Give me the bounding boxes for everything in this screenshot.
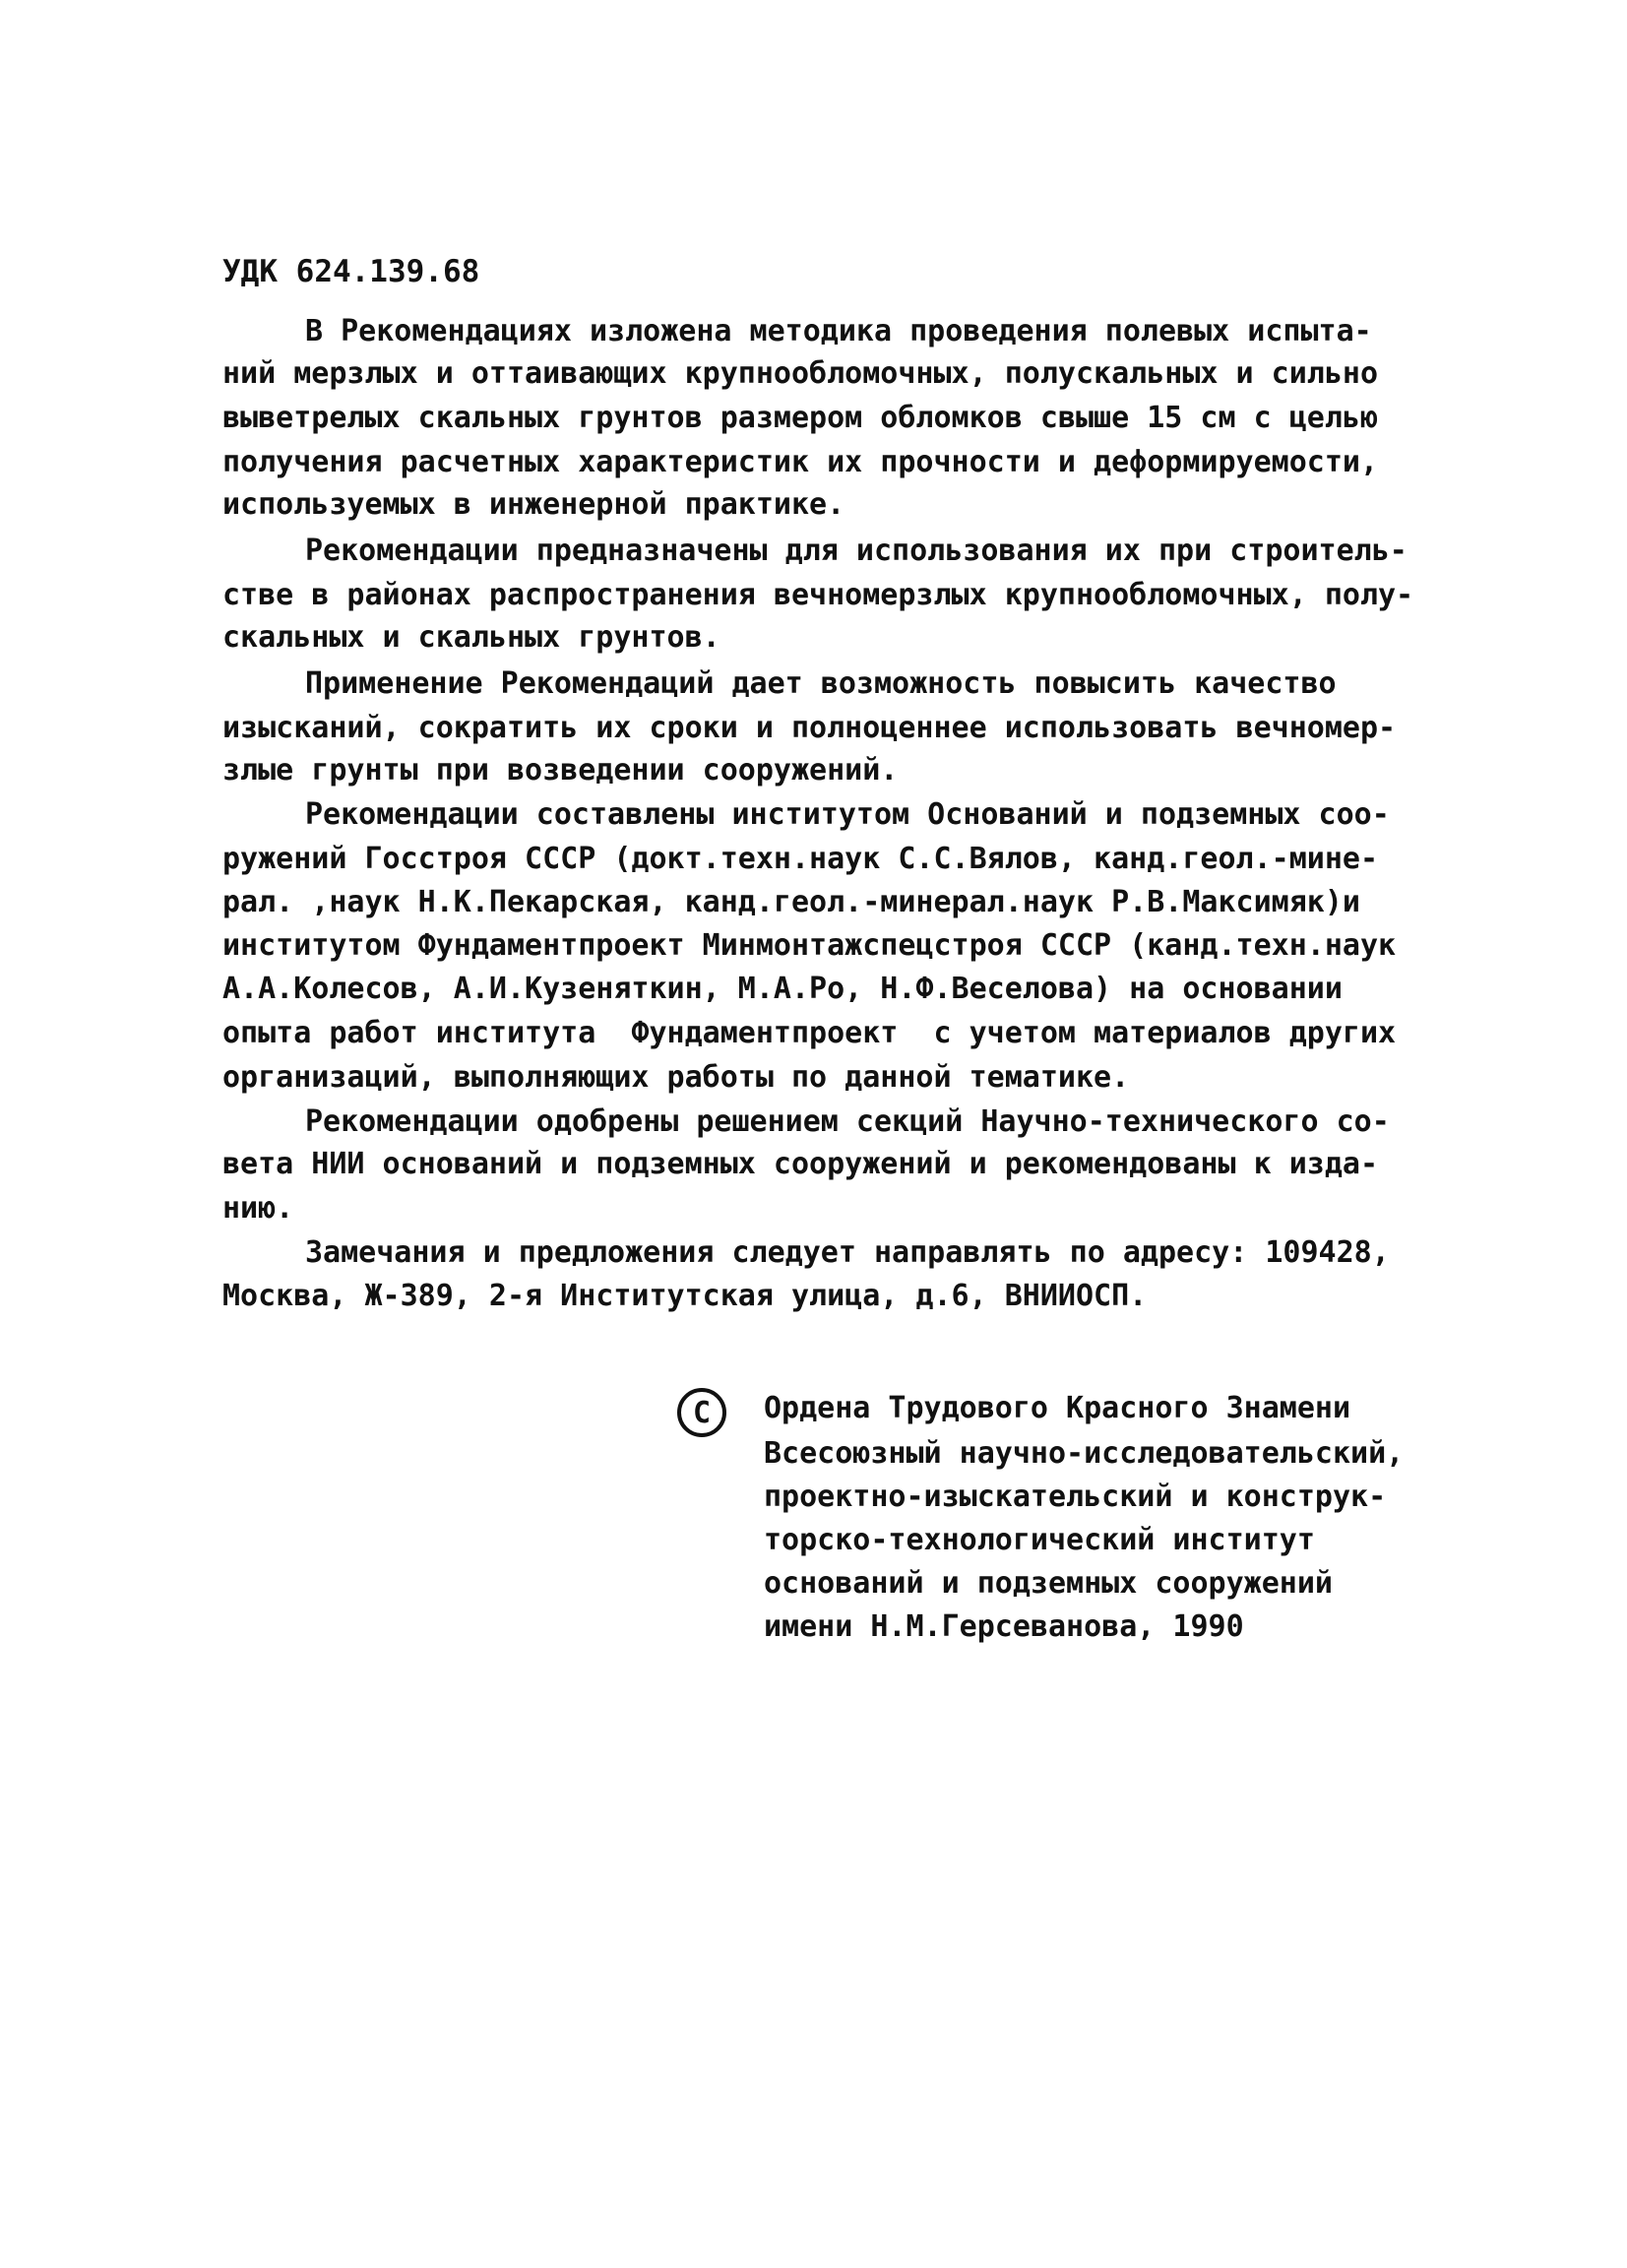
paragraph-4-line-4: институтом Фундаментпроект Минмонтажспецстроя СССР (канд.техн.наук — [222, 928, 1397, 963]
paragraph-5-line-1: Рекомендации одобрены решением секций Научно-технического со- — [305, 1104, 1390, 1139]
paragraph-4-line-1: Рекомендации составлены институтом Оснований и подземных соо- — [305, 797, 1390, 832]
paragraph-4-line-6: опыта работ института Фундаментпроект с учетом материалов других — [222, 1016, 1397, 1050]
imprint-line-3: проектно-изыскательский и конструк- — [764, 1480, 1387, 1514]
paragraph-6-line-2: Москва, Ж-389, 2-я Институтская улица, д.6, ВНИИОСП. — [222, 1279, 1148, 1313]
imprint-line-2: Всесоюзный научно-исследовательский, — [764, 1436, 1405, 1471]
paragraph-4-line-7: организаций, выполняющих работы по данной тематике. — [222, 1060, 1130, 1095]
imprint-line-1: Ордена Трудового Красного Знамени — [764, 1391, 1351, 1425]
paragraph-1-line-5: используемых в инженерной практике. — [222, 487, 845, 522]
imprint-line-6: имени Н.М.Герсеванова, 1990 — [764, 1609, 1244, 1644]
paragraph-6-line-1: Замечания и предложения следует направлять по адресу: 109428, — [305, 1235, 1390, 1270]
paragraph-1-line-2: ний мерзлых и оттаивающих крупнообломочных, полускальных и сильно — [222, 356, 1378, 391]
paragraph-2-line-2: стве в районах распространения вечномерзлых крупнообломочных, полу- — [222, 578, 1414, 612]
paragraph-1-line-3: выветрелых скальных грунтов размером обломков свыше 15 см с целью — [222, 401, 1378, 435]
paragraph-3-line-2: изысканий, сократить их сроки и полноценнее использовать вечномер- — [222, 711, 1397, 745]
paragraph-5-line-2: вета НИИ оснований и подземных сооружений и рекомендованы к изда- — [222, 1147, 1378, 1181]
paragraph-2-line-1: Рекомендации предназначены для использования их при строитель- — [305, 534, 1408, 568]
paragraph-1-line-1: В Рекомендациях изложена методика проведения полевых испыта- — [305, 314, 1372, 348]
paragraph-2-line-3: скальных и скальных грунтов. — [222, 620, 720, 655]
paragraph-3-line-3: злые грунты при возведении сооружений. — [222, 753, 899, 788]
paragraph-3-line-1: Применение Рекомендаций дает возможность повысить качество — [305, 666, 1337, 701]
paragraph-1-line-4: получения расчетных характеристик их прочности и деформируемости, — [222, 445, 1378, 479]
imprint-line-4: торско-технологический институт — [764, 1523, 1315, 1557]
paragraph-4-line-2: ружений Госстроя СССР (докт.техн.наук С.С.Вялов, канд.геол.-мине- — [222, 842, 1378, 876]
paragraph-5-line-3: нию. — [222, 1191, 294, 1226]
udc-code: УДК 624.139.68 — [222, 254, 480, 289]
imprint-line-5: оснований и подземных сооружений — [764, 1566, 1333, 1601]
paragraph-4-line-5: А.А.Колесов, А.И.Кузеняткин, М.А.Ро, Н.Ф.Веселова) на основании — [222, 972, 1343, 1006]
copyright-icon: C — [677, 1388, 726, 1437]
paragraph-4-line-3: рал. ,наук Н.К.Пекарская, канд.геол.-минерал.наук Р.В.Максимяк)и — [222, 885, 1360, 919]
